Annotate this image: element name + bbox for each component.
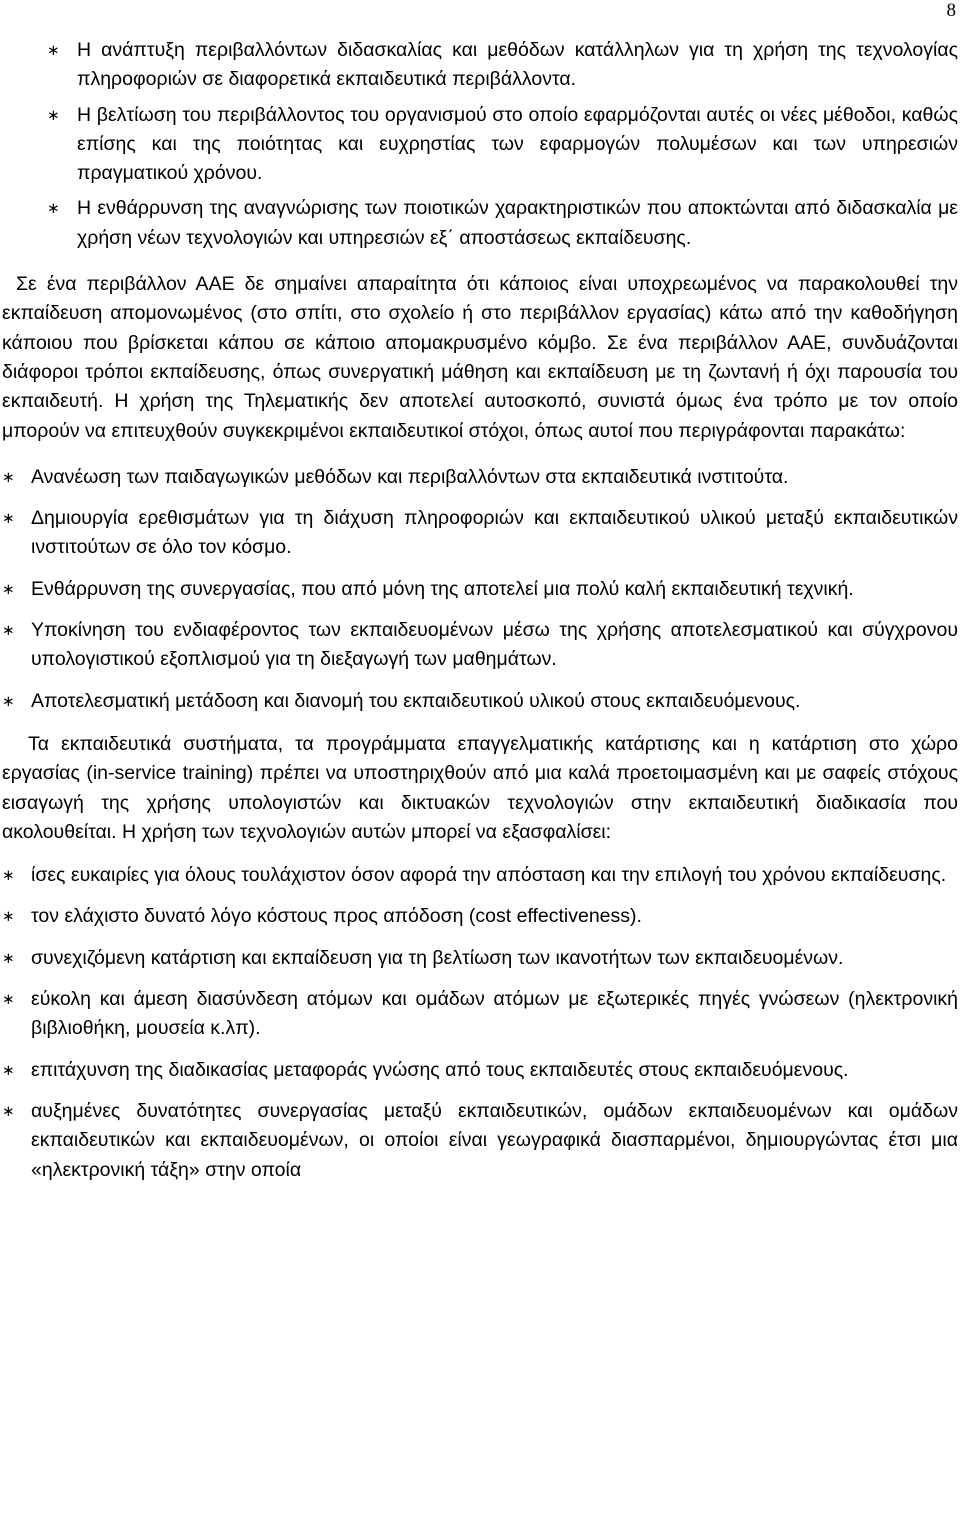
list-item xyxy=(0,861,960,890)
asterisk-bullet-icon: ∗ xyxy=(47,41,60,59)
technology-benefits-list xyxy=(0,861,960,1185)
list-item-text: εύκολη και άμεση διασύνδεση ατόμων και ομάδων ατόμων με εξωτερικές πηγές γνώσεων (ηλεκτρονική βιβλιοθήκη, μουσεία κ.λπ). xyxy=(31,988,958,1040)
asterisk-bullet-icon: ∗ xyxy=(47,105,60,124)
asterisk-bullet-icon: ∗ xyxy=(2,866,15,885)
list-item-text: Δημιουργία ερεθισμάτων για τη διάχυση πληροφοριών και εκπαιδευτικού υλικού μεταξύ εκπαιδευτικών ινστιτούτων σε όλο τον κόσμο. xyxy=(31,507,958,559)
educational-goals-list xyxy=(0,463,960,716)
list-item xyxy=(0,36,960,95)
document-body xyxy=(0,36,960,1185)
asterisk-bullet-icon: ∗ xyxy=(2,1101,15,1120)
page-number: 8 xyxy=(946,0,956,21)
list-item xyxy=(0,1097,960,1185)
list-item xyxy=(0,985,960,1044)
asterisk-bullet-icon: ∗ xyxy=(2,948,15,967)
list-item-text: τον ελάχιστο δυνατό λόγο κόστους προς απόδοση (cost effectiveness). xyxy=(31,905,642,928)
list-item xyxy=(0,616,960,675)
list-item xyxy=(0,902,960,931)
list-item-text: Ενθάρρυνση της συνεργασίας, που από μόνη της αποτελεί μια πολύ καλή εκπαιδευτική τεχνική. xyxy=(31,577,854,600)
list-item xyxy=(0,687,960,716)
list-item xyxy=(0,504,960,563)
asterisk-bullet-icon: ∗ xyxy=(47,199,60,218)
asterisk-bullet-icon: ∗ xyxy=(2,691,15,710)
list-item xyxy=(0,463,960,492)
asterisk-bullet-icon: ∗ xyxy=(2,990,15,1009)
asterisk-bullet-icon: ∗ xyxy=(2,907,15,926)
list-item-text: Η ανάπτυξη περιβαλλόντων διδασκαλίας και μεθόδων κατάλληλων για τη χρήση της τεχνολογίας πληροφοριών σε διαφορετικά εκπαιδευτικά περιβάλλοντα. xyxy=(77,39,958,91)
paragraph-education-systems: Τα εκπαιδευτικά συστήματα, τα προγράμματα επαγγελματικής κατάρτισης και η κατάρτιση στο χώρο εργασίας (in-service training) πρέπει να υποστηριχθούν από μια καλά προετοιμασμένη και με σαφείς στόχους εισαγωγή της χρήσης υπολογιστών και δικτυακών τεχνολογιών στην εκπαιδευτική διαδικασία που ακολουθείται. Η χρήση των τεχνολογιών αυτών μπορεί να εξασφαλίσει: xyxy=(2,732,958,843)
list-item-text: ίσες ευκαιρίες για όλους τουλάχιστον όσον αφορά την απόσταση και την επιλογή του χρόνου εκπαίδευσης. xyxy=(31,864,947,887)
list-item-text: επιτάχυνση της διαδικασίας μεταφοράς γνώσης από τους εκπαιδευτές στους εκπαιδευόμενους. xyxy=(31,1058,849,1081)
list-item-text: συνεχιζόμενη κατάρτιση και εκπαίδευση για τη βελτίωση των ικανοτήτων των εκπαιδευομένων. xyxy=(31,946,844,969)
asterisk-bullet-icon: ∗ xyxy=(2,621,15,640)
objectives-list xyxy=(0,36,960,253)
list-item-text: Η βελτίωση του περιβάλλοντος του οργανισμού στο οποίο εφαρμόζονται αυτές οι νέες μέθοδοι, καθώς επίσης και της ποιότητας και ευχρηστίας των εφαρμογών πολυμέσων και των υπηρεσιών πραγματικού χρόνου. xyxy=(77,103,958,185)
list-item xyxy=(0,194,960,253)
list-item-text: Υποκίνηση του ενδιαφέροντος των εκπαιδευομένων μέσω της χρήσης αποτελεσματικού και σύγχρονου υπολογιστικού εξοπλισμού για τη διεξαγωγή των μαθημάτων. xyxy=(31,619,958,671)
asterisk-bullet-icon: ∗ xyxy=(2,467,15,486)
list-item xyxy=(0,101,960,189)
asterisk-bullet-icon: ∗ xyxy=(2,1060,15,1079)
paragraph-aae-environment: Σε ένα περιβάλλον ΑΑΕ δε σημαίνει απαραίτητα ότι κάποιος είναι υποχρεωμένος να παρακολουθεί την εκπαίδευση απομονωμένος (στο σπίτι, στο σχολείο ή στο περιβάλλον εργασίας) κάτω από την καθοδήγηση κάποιου που βρίσκεται κάπου σε κάποιο απομακρυσμένο κόμβο. Σε ένα περιβάλλον ΑΑΕ, συνδυάζονται διάφοροι τρόποι εκπαίδευσης, όπως συνεργατική μάθηση και εκπαίδευση με τη ζωντανή ή όχι παρουσία του εκπαιδευτή. Η χρήση της Τηλεματικής δεν αποτελεί αυτοσκοπό, συνιστά όμως ένα τρόπο με τον οποίο μπορούν να επιτευχθούν συγκεκριμένοι εκπαιδευτικοί στόχοι, όπως αυτοί που περιγράφονται παρακάτω: xyxy=(2,273,958,442)
list-item-text: αυξημένες δυνατότητες συνεργασίας μεταξύ εκπαιδευτικών, ομάδων εκπαιδευομένων και ομάδων εκπαιδευτικών και εκπαιδευομένων, οι οποίοι είναι γεωγραφικά διασπαρμένοι, δημιουργώντας έτσι μια «ηλεκτρονική τάξη» στην οποία xyxy=(31,1099,958,1181)
list-item xyxy=(0,1056,960,1085)
list-item xyxy=(0,575,960,604)
list-item-text: Αποτελεσματική μετάδοση και διανομή του εκπαιδευτικού υλικού στους εκπαιδευόμενους. xyxy=(31,689,801,712)
asterisk-bullet-icon: ∗ xyxy=(2,509,15,528)
list-item xyxy=(0,944,960,973)
list-item-text: Η ενθάρρυνση της αναγνώρισης των ποιοτικών χαρακτηριστικών που αποκτώνται από διδασκαλία με χρήση νέων τεχνολογιών και υπηρεσιών εξ΄ αποστάσεως εκπαίδευσης. xyxy=(77,197,958,249)
list-item-text: Ανανέωση των παιδαγωγικών μεθόδων και περιβαλλόντων στα εκπαιδευτικά ινστιτούτα. xyxy=(31,465,789,488)
asterisk-bullet-icon: ∗ xyxy=(2,579,15,598)
